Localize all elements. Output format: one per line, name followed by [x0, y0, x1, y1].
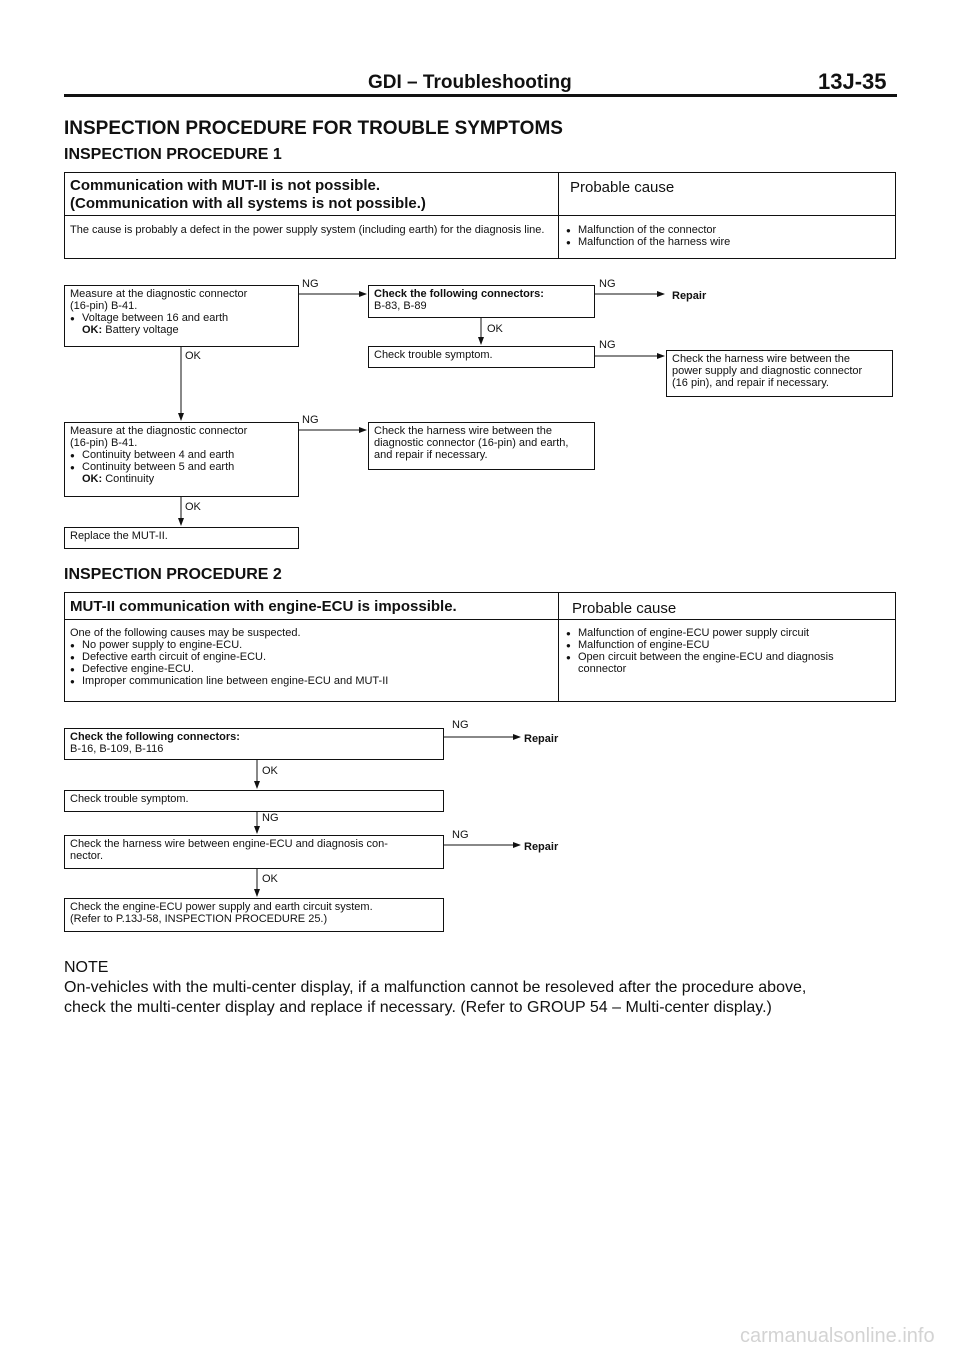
note-line2: check the multi-center display and replace if necessary. (Refer to GROUP 54 – Multi-center display.) [64, 999, 772, 1016]
box-text: Measure at the diagnostic connector [70, 288, 248, 300]
ng-label: NG [302, 414, 319, 426]
ok-label: OK [262, 765, 278, 777]
box-text: Measure at the diagnostic connector [70, 425, 248, 437]
ok-label: OK [185, 501, 201, 513]
note-line1: On-vehicles with the multi-center display, if a malfunction cannot be resoleved after the procedure above, [64, 979, 807, 996]
ng-label: NG [452, 719, 469, 731]
ok-value: Continuity [105, 473, 155, 485]
repair-label: Repair [672, 290, 707, 302]
ng-label: NG [302, 278, 319, 290]
box-text: B-83, B-89 [374, 300, 427, 312]
box-bullet: ● Continuity between 4 and earth [70, 449, 293, 461]
description-item: ● Defective engine-ECU. [70, 663, 550, 675]
proc1-symptom-line2: (Communication with all systems is not possible.) [70, 195, 426, 212]
page-number: 13J-35 [818, 69, 887, 94]
box-text: Check the following connectors: [70, 731, 240, 743]
box-bullet: ● Voltage between 16 and earth [70, 312, 293, 324]
box-text: B-16, B-109, B-116 [70, 743, 164, 755]
box-text: Check the following connectors: [374, 288, 544, 300]
proc1-description: The cause is probably a defect in the power supply system (including earth) for the diagnosis line. [70, 224, 545, 236]
box-text: Check the harness wire between the [672, 353, 850, 365]
proc1-title: INSPECTION PROCEDURE 1 [64, 146, 282, 163]
description-item: ● Improper communication line between engine-ECU and MUT-II [70, 675, 550, 687]
cause-item: ● Malfunction of the connector [566, 224, 730, 236]
ok-label: OK: [82, 324, 103, 336]
page-heading: INSPECTION PROCEDURE FOR TROUBLE SYMPTOMS [64, 118, 563, 139]
ok-label: OK [487, 323, 503, 335]
description-item: ● No power supply to engine-ECU. [70, 639, 550, 651]
ng-label: NG [452, 829, 469, 841]
box-text: (16-pin) B-41. [70, 300, 138, 312]
ok-label: OK: [82, 473, 103, 485]
cause-item: ● Open circuit between the engine-ECU and diagnosis [566, 651, 891, 663]
proc1-cause-header: Probable cause [570, 179, 675, 196]
box-text: diagnostic connector (16-pin) and earth, [374, 437, 569, 449]
ok-value: Battery voltage [105, 324, 179, 336]
note-label: NOTE [64, 959, 109, 976]
box-text: (Refer to P.13J-58, INSPECTION PROCEDURE 25.) [70, 913, 328, 925]
description-intro: One of the following causes may be suspected. [70, 627, 301, 639]
ok-label: OK [262, 873, 278, 885]
box-text: Check the engine-ECU power supply and earth circuit system. [70, 901, 373, 913]
box-text: power supply and diagnostic connector [672, 365, 863, 377]
cause-item: connector [578, 663, 627, 675]
cause-item: ● Malfunction of the harness wire [566, 236, 730, 248]
box-text: and repair if necessary. [374, 449, 488, 461]
box-text: Check the harness wire between the [374, 425, 552, 437]
box-text: (16 pin), and repair if necessary. [672, 377, 829, 389]
box-bullet: ● Continuity between 5 and earth [70, 461, 293, 473]
ok-label: OK [185, 350, 201, 362]
ng-label: NG [262, 812, 279, 824]
watermark: carmanualsonline.info [740, 1325, 935, 1347]
proc1-check-symptom-box: Check trouble symptom. [368, 346, 595, 368]
cause-item: ● Malfunction of engine-ECU power supply circuit [566, 627, 891, 639]
box-text: Check the harness wire between engine-ECU and diagnosis con- [70, 838, 388, 850]
box-text: (16-pin) B-41. [70, 437, 138, 449]
repair-label: Repair [524, 841, 559, 853]
proc1-replace-mut-box: Replace the MUT-II. [64, 527, 299, 549]
proc2-check-symptom-box: Check trouble symptom. [64, 790, 444, 812]
proc2-symptom: MUT-II communication with engine-ECU is impossible. [70, 598, 457, 615]
proc2-title: INSPECTION PROCEDURE 2 [64, 566, 282, 583]
ng-label: NG [599, 339, 616, 351]
ng-label: NG [599, 278, 616, 290]
cause-item: ● Malfunction of engine-ECU [566, 639, 891, 651]
proc1-symptom-line1: Communication with MUT-II is not possible. [70, 177, 381, 194]
description-item: ● Defective earth circuit of engine-ECU. [70, 651, 550, 663]
repair-label: Repair [524, 733, 559, 745]
note-block [64, 958, 806, 1018]
box-text: nector. [70, 850, 104, 862]
proc2-cause-header: Probable cause [572, 600, 677, 617]
header-title: GDI – Troubleshooting [368, 72, 572, 93]
